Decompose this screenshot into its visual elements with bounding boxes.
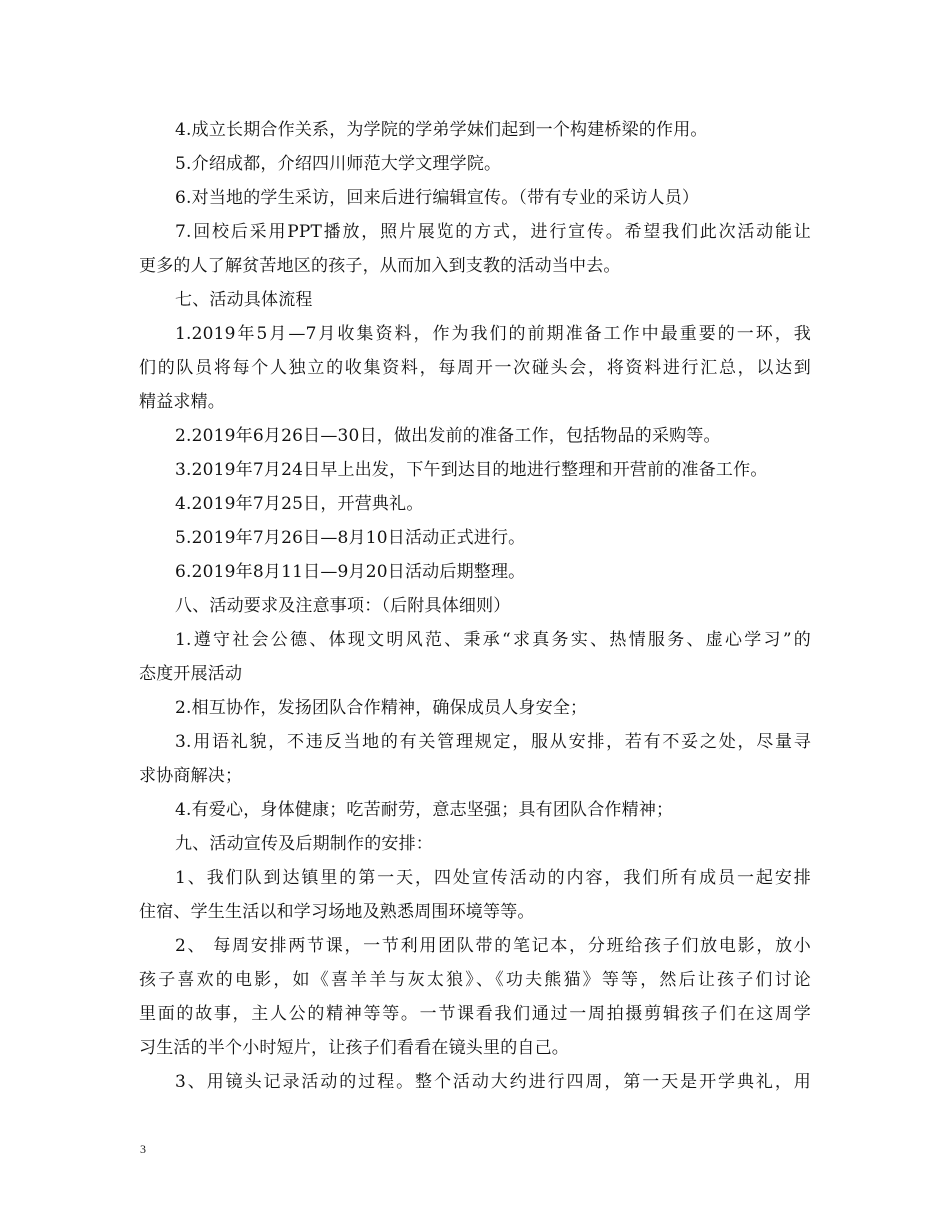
paragraph-line: 5.2019年7月26日—8月10日活动正式进行。 <box>175 528 526 548</box>
paragraph-line: 3.2019年7月24日早上出发，下午到达目的地进行整理和开营前的准备工作。 <box>175 460 768 480</box>
paragraph-line: 6.2019年8月11日—9月20日活动后期整理。 <box>175 562 526 582</box>
paragraph-line: 里面的故事，主人公的精神等等。一节课看我们通过一周拍摄剪辑孩子们在这周学 <box>139 1004 811 1024</box>
paragraph-line: 们的队员将每个人独立的收集资料，每周开一次碰头会，将资料进行汇总，以达到 <box>139 358 811 378</box>
paragraph-line: 求协商解决； <box>139 766 243 786</box>
paragraph-line: 2.2019年6月26日—30日，做出发前的准备工作，包括物品的采购等。 <box>175 426 721 446</box>
paragraph-line: 1.2019年5月—7月收集资料，作为我们的前期准备工作中最重要的一环，我 <box>175 324 811 344</box>
paragraph-line: 更多的人了解贫苦地区的孩子，从而加入到支教的活动当中去。 <box>139 256 621 276</box>
section-heading: 七、活动具体流程 <box>175 290 313 310</box>
paragraph-line: 1、我们队到达镇里的第一天，四处宣传活动的内容，我们所有成员一起安排 <box>175 868 811 888</box>
paragraph-line: 4.成立长期合作关系，为学院的学弟学妹们起到一个构建桥梁的作用。 <box>175 120 708 140</box>
paragraph-line: 4.有爱心，身体健康；吃苦耐劳，意志坚强；具有团队合作精神； <box>175 800 674 820</box>
paragraph-line: 1.遵守社会公德、体现文明风范、秉承“求真务实、热情服务、虚心学习”的 <box>175 630 811 650</box>
paragraph-line: 孩子喜欢的电影，如《喜羊羊与灰太狼》、《功夫熊猫》等等，然后让孩子们讨论 <box>139 970 811 990</box>
paragraph-line: 7.回校后采用PPT播放，照片展览的方式，进行宣传。希望我们此次活动能让 <box>175 222 811 242</box>
paragraph-line: 习生活的半个小时短片，让孩子们看看在镜头里的自己。 <box>139 1038 569 1058</box>
paragraph-line: 6.对当地的学生采访，回来后进行编辑宣传。（带有专业的采访人员） <box>175 188 700 208</box>
paragraph-line: 2、 每周安排两节课，一节利用团队带的笔记本，分班给孩子们放电影，放小 <box>175 936 811 956</box>
paragraph-line: 精益求精。 <box>139 392 225 412</box>
paragraph-line: 4.2019年7月25日，开营典礼。 <box>175 494 424 514</box>
paragraph-line: 5.介绍成都，介绍四川师范大学文理学院。 <box>175 154 502 174</box>
paragraph-line: 2.相互协作，发扬团队合作精神，确保成员人身安全； <box>175 698 588 718</box>
paragraph-line: 住宿、学生生活以和学习场地及熟悉周围环境等等。 <box>139 902 535 922</box>
section-heading: 八、活动要求及注意事项：（后附具体细则） <box>175 596 511 616</box>
section-heading: 九、活动宣传及后期制作的安排： <box>175 834 433 854</box>
page-number: 3 <box>140 1142 146 1156</box>
paragraph-line: 态度开展活动 <box>139 664 243 684</box>
paragraph-line: 3.用语礼貌，不违反当地的有关管理规定，服从安排，若有不妥之处，尽量寻 <box>175 732 811 752</box>
paragraph-line: 3、用镜头记录活动的过程。整个活动大约进行四周，第一天是开学典礼，用 <box>175 1072 811 1092</box>
